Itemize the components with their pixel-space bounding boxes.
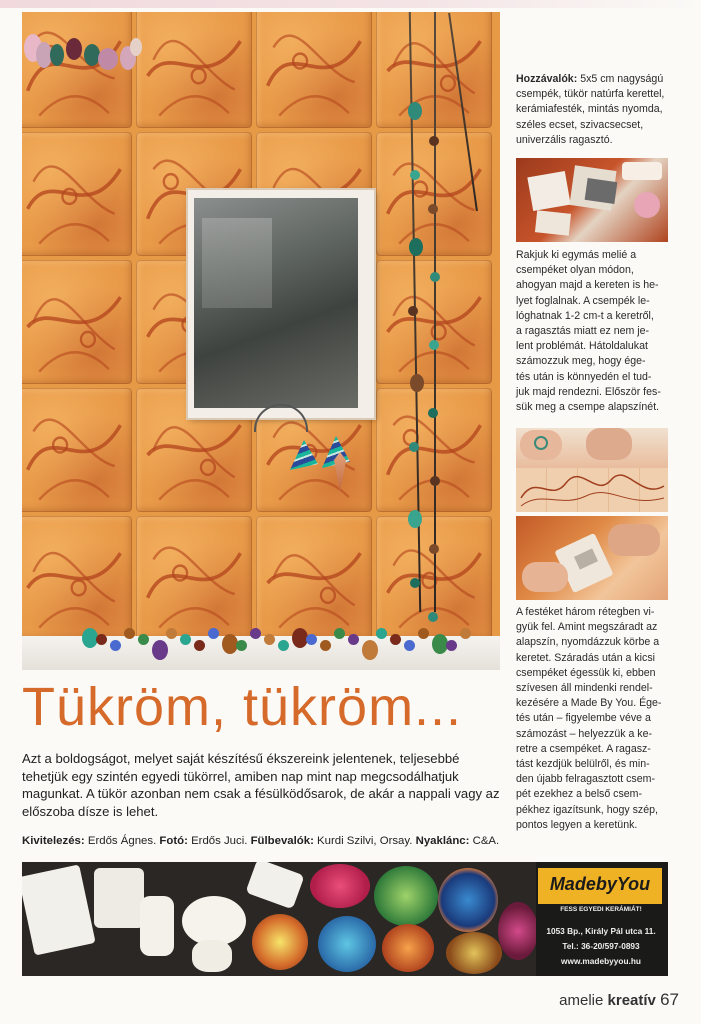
step2-line: csempéket égessük ki, ebben	[516, 666, 656, 679]
main-photo-tiled-mirror	[22, 12, 500, 670]
necklace-bead	[428, 408, 438, 418]
madebyyou-advertisement	[22, 862, 668, 976]
necklace-bead	[410, 170, 420, 180]
mirror	[188, 190, 374, 418]
ingredients-text: 5x5 cm nagyságú csempék, tükör natúrfa kerettel, kerámiafesték, mintás nyomda, széles ecset, szivacsecset, univerzális ragasztó.	[516, 73, 665, 146]
bracelet-bead	[250, 628, 261, 639]
ingredients-label: Hozzávalók:	[516, 73, 578, 85]
necklace-bead	[428, 612, 438, 622]
necklace-bead	[430, 272, 440, 282]
ceramic-tile	[256, 12, 372, 128]
article-intro: Azt a boldogságot, melyet saját készítésű ékszereink jelentenek, teljesebbé tehetjük egy szintén egyedi tükörrel, amiben nap mint nap megcsodálhatjuk magunkat. A tükör azonban nem csak a fésülködősarok, de akár a nappali vagy az előszoba dísze is lehet.	[22, 751, 500, 819]
necklace-bead	[410, 578, 420, 588]
magazine-name: amelie	[559, 992, 604, 1009]
ad-contact-box	[536, 864, 668, 972]
step2-line: pét ezekhez a belső csem-	[516, 788, 643, 801]
page-folio	[559, 990, 679, 1010]
credit-value-photo: Erdős Juci.	[191, 835, 248, 847]
credit-label-photo: Fotó:	[159, 835, 188, 847]
step1-line: tés után is könnyedén el tud-	[516, 370, 652, 383]
bracelet-bead	[124, 628, 135, 639]
bracelet-bead	[334, 628, 345, 639]
article-headline: Tükröm, tükröm...	[22, 677, 463, 737]
bracelet-bead	[96, 634, 107, 645]
necklace-bead	[409, 442, 419, 452]
step2-line: számozást – helyezzük a ke-	[516, 727, 653, 740]
step1-line: ahogyan majd a kereten is he-	[516, 279, 659, 292]
credit-value-execution: Erdős Ágnes.	[87, 835, 157, 847]
section-name: kreatív	[607, 992, 656, 1009]
bracelet-bead	[180, 634, 191, 645]
step1-line: lóghatnak 1-2 cm-t a keretről,	[516, 309, 654, 322]
necklace-bead	[410, 374, 424, 392]
ad-address: 1053 Bp., Király Pál utca 11.	[546, 926, 656, 936]
bracelet-bead	[446, 640, 457, 651]
step2-line: alapszín, nyomdázzuk körbe a	[516, 636, 660, 649]
step2-text	[516, 605, 686, 833]
mirror-glass	[194, 198, 358, 408]
ceramic-tile	[22, 260, 132, 384]
ad-phone: Tel.: 36-20/597-0893	[562, 941, 640, 951]
bracelet-bead	[418, 628, 429, 639]
bracelet-bead	[166, 628, 177, 639]
necklace-bead	[409, 238, 423, 256]
necklace-bead	[428, 204, 438, 214]
step2-line: pékhez igazítsunk, hogy szép,	[516, 803, 658, 816]
step1-text	[516, 248, 686, 415]
bracelet-bead	[208, 628, 219, 639]
step2-line: tés után – figyelembe véve a	[516, 712, 651, 725]
credit-value-necklace: C&A.	[472, 835, 500, 847]
step1-line: csempéket olyan módon,	[516, 264, 634, 277]
credit-label-necklace: Nyaklánc:	[415, 835, 470, 847]
step2-line: kezésére a Made By You. Ége-	[516, 697, 662, 710]
bracelet-bead	[110, 640, 121, 651]
step1-line: lyet foglalnak. A csempék le-	[516, 294, 650, 307]
bracelet-bead	[404, 640, 415, 651]
top-color-strip	[0, 0, 701, 8]
bracelet-bead	[460, 628, 471, 639]
photo-step-materials	[516, 158, 668, 242]
step2-line: pontos legyen a keretünk.	[516, 818, 638, 831]
step2-line: gyük fel. Amint megszáradt az	[516, 621, 658, 634]
step1-line: sük meg a csempe alapszínét.	[516, 401, 660, 414]
bracelet-bead	[194, 640, 205, 651]
step1-line: a ragasztás miatt ez nem je-	[516, 325, 650, 338]
step2-line: retre a csempéket. A ragasz-	[516, 742, 651, 755]
bracelet-bead	[236, 640, 247, 651]
bracelet-bead	[390, 634, 401, 645]
photo-step-stamping	[516, 428, 668, 512]
ceramic-tile	[136, 12, 252, 128]
necklace-bead	[408, 510, 422, 528]
bracelet-bead	[320, 640, 331, 651]
step2-line: A festéket három rétegben vi-	[516, 606, 655, 618]
ceramic-tile	[22, 516, 132, 640]
madebyyou-logo: MadebyYou	[538, 868, 662, 904]
step2-line: keretet. Száradás után a kicsi	[516, 651, 655, 664]
ad-pottery-photo	[22, 862, 536, 976]
ad-tagline: FESS EGYEDI KERÁMIÁT!	[560, 906, 642, 913]
necklace-bead	[408, 102, 422, 120]
necklace-bead	[429, 544, 439, 554]
step2-line: tást kezdjük belülről, és min-	[516, 758, 650, 771]
bracelet-bead	[152, 640, 168, 660]
photo-step-glueing	[516, 516, 668, 600]
page-number: 67	[660, 990, 679, 1009]
ceramic-tile	[22, 132, 132, 256]
step2-line: szívesen áll mindenki rendel-	[516, 682, 653, 695]
step1-line: juk majd rendezni. Először fes-	[516, 385, 661, 398]
bracelet-bead	[306, 634, 317, 645]
bracelet-bead	[362, 640, 378, 660]
necklace-chain-right	[434, 12, 436, 612]
step1-line: számozzuk meg, hogy ége-	[516, 355, 646, 368]
step1-line: Rakjuk ki egymás melié a	[516, 249, 637, 261]
bracelet-bead	[264, 634, 275, 645]
step1-line: lent problémát. Hátoldalukat	[516, 340, 648, 353]
ceramic-tile	[256, 516, 372, 640]
necklace-bead	[429, 136, 439, 146]
bracelet-bead	[348, 634, 359, 645]
bracelet-bead	[278, 640, 289, 651]
credit-value-earrings: Kurdi Szilvi, Orsay.	[317, 835, 413, 847]
credits-line	[22, 835, 499, 847]
ingredients-block	[516, 72, 686, 148]
necklace-bead	[430, 476, 440, 486]
ceramic-tile	[22, 388, 132, 512]
credit-label-earrings: Fülbevalók:	[250, 835, 314, 847]
necklace-bead	[408, 306, 418, 316]
credit-label-execution: Kivitelezés:	[22, 835, 85, 847]
ceramic-tile	[136, 516, 252, 640]
necklace-bead	[429, 340, 439, 350]
bracelet-bead	[376, 628, 387, 639]
bracelet-bead	[138, 634, 149, 645]
ad-website[interactable]: www.madebyyou.hu	[561, 956, 641, 966]
earrings-top-left	[22, 12, 152, 82]
step2-line: den újabb felragasztott csem-	[516, 773, 655, 786]
